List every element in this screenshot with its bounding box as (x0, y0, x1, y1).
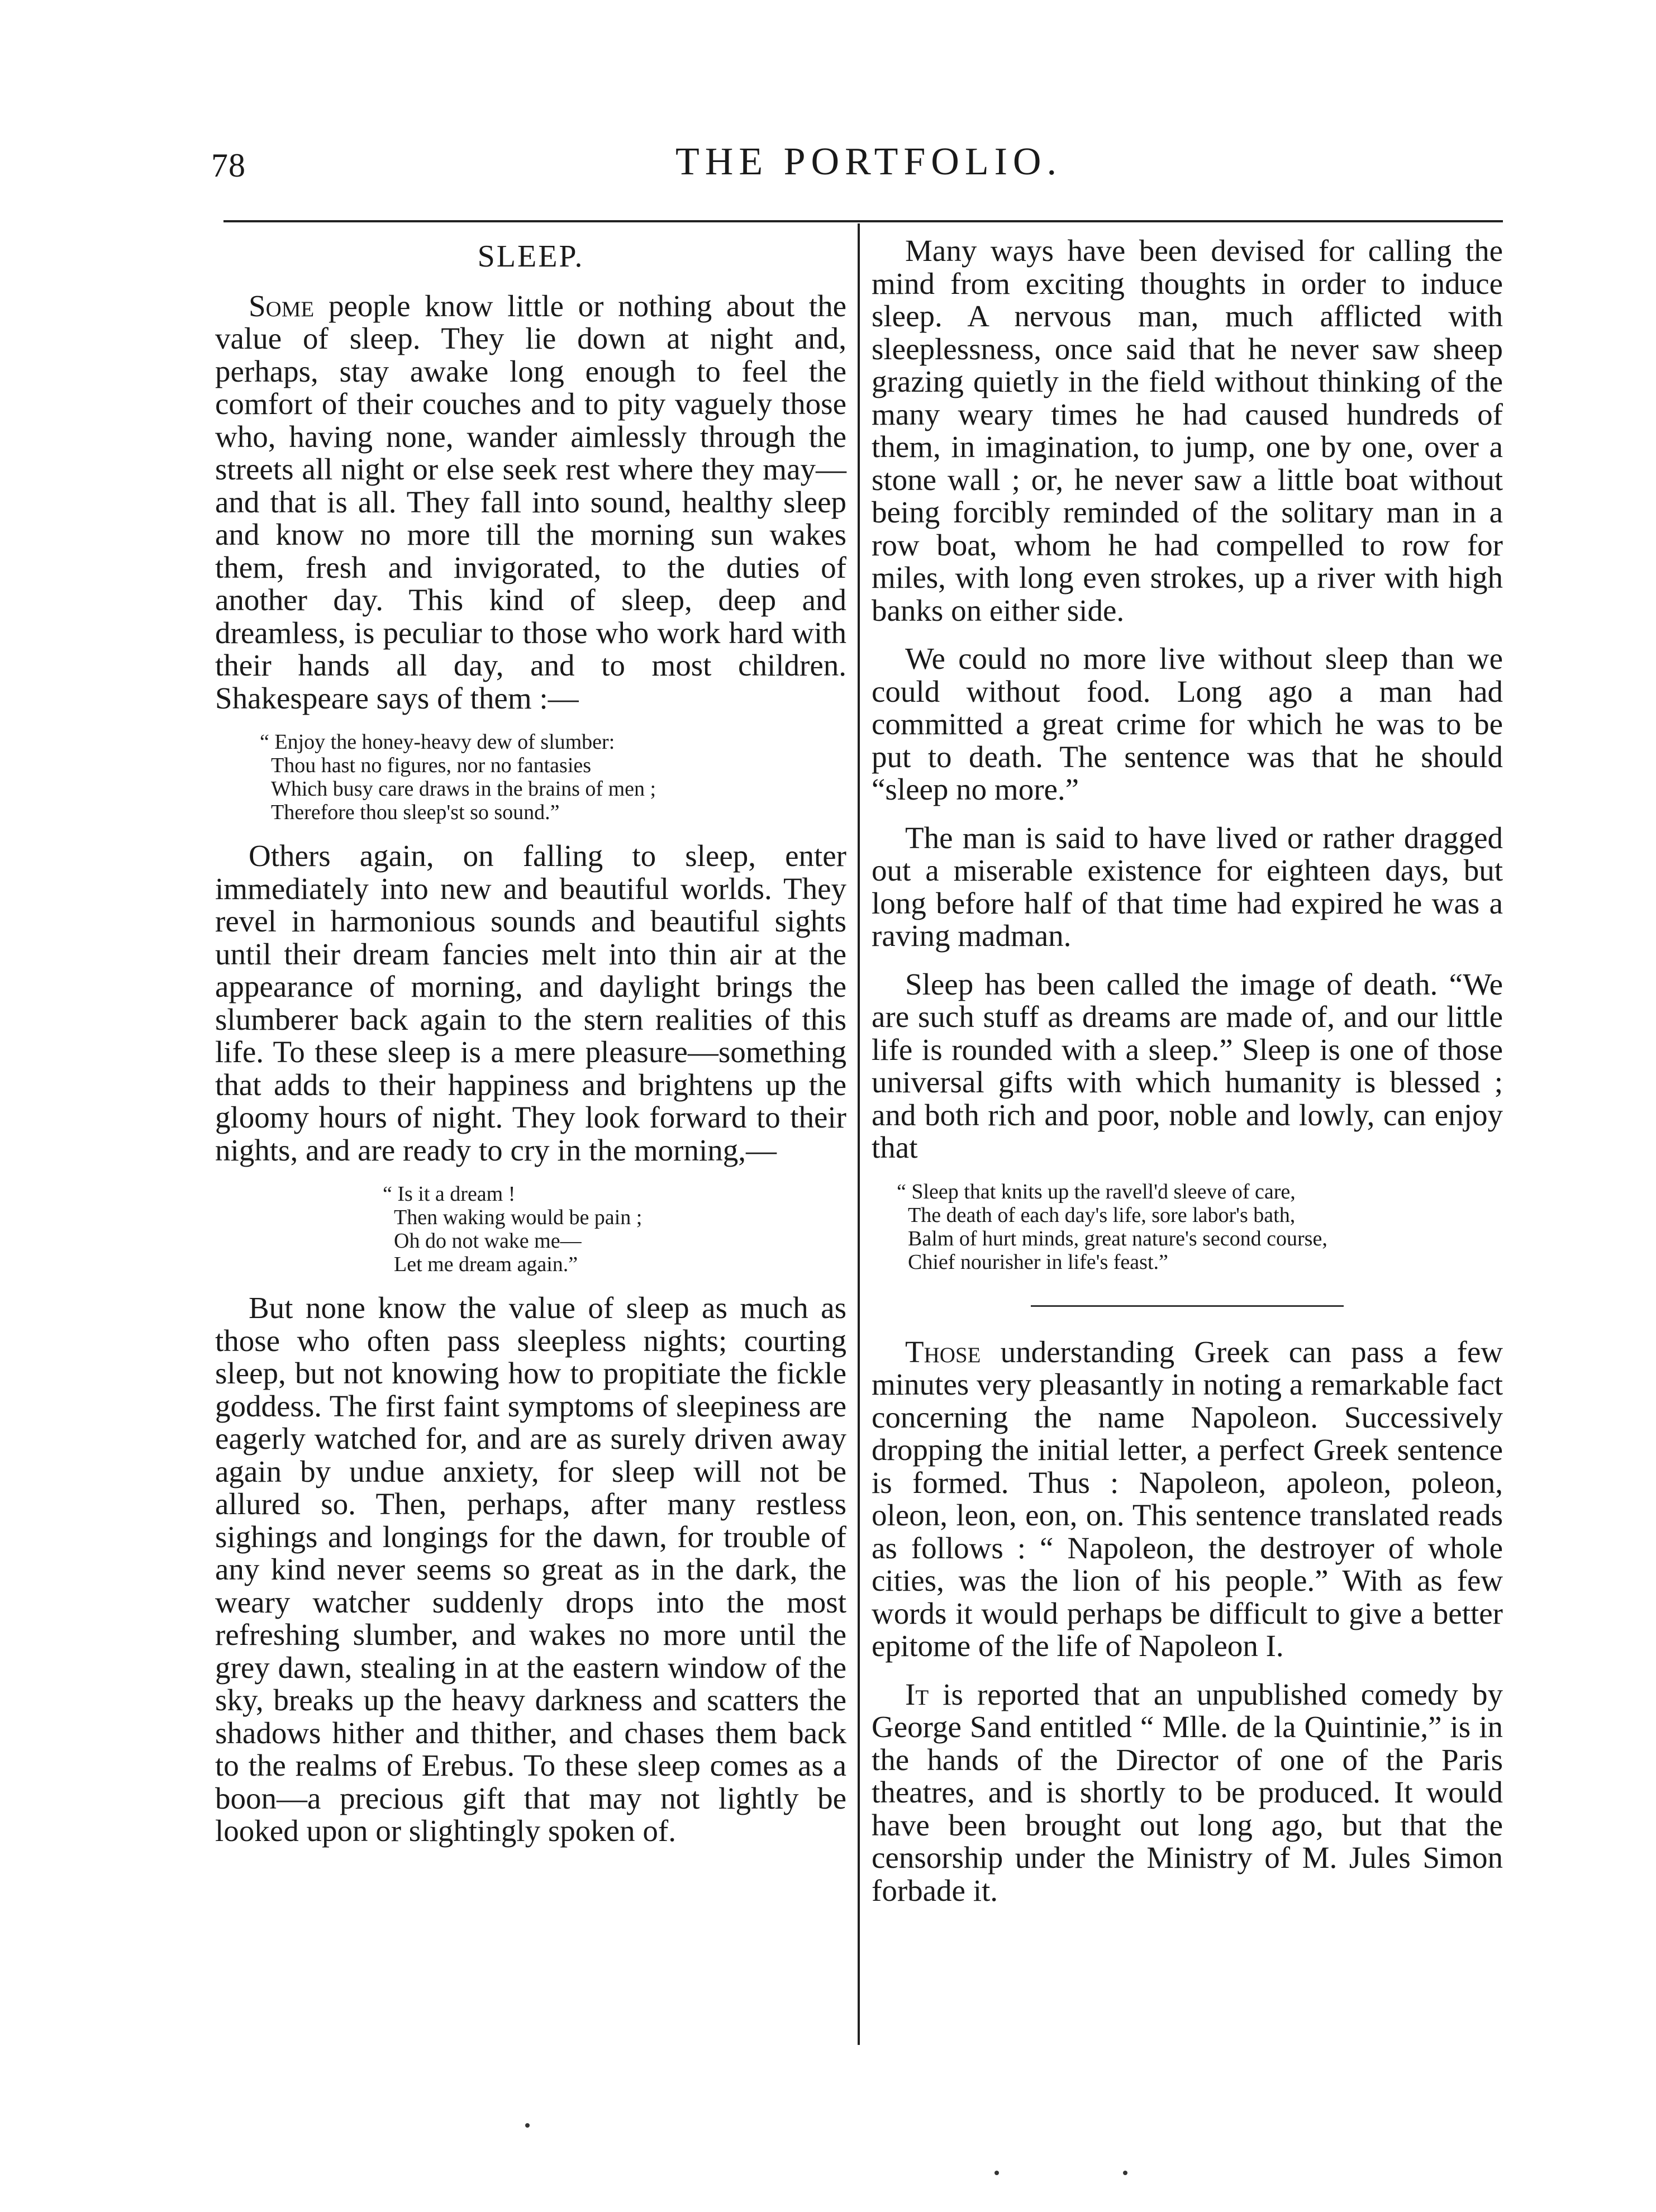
right-column (872, 235, 1503, 1907)
running-title: THE PORTFOLIO. (675, 140, 1062, 183)
paragraph: Many ways have been devised for calling the mind from exciting thoughts in order to induce sleep. A nervous man, much afflicted with sleeplessness, once said that he never saw sheep grazing quietly in the field without thinking of the many weary times he had caused hundreds of them, in imagination, to jump, one by one, over a stone wall ; or, he never saw a little boat without being forcibly reminded of the solitary man in a row boat, whom he had compelled to row for miles, with long even strokes, up a river with high banks on either side. (872, 234, 1503, 627)
poem-line: Therefore thou sleep'st so sound.” (271, 801, 560, 824)
paragraph: But none know the value of sleep as much as those who often pass sleepless nights; courting sleep, but not knowing how to propitiate the fickle goddess. The first faint symptoms of sleepiness are eagerly watched for, and are as surely driven away again by undue anxiety, for sleep will not be allured so. Then, perhaps, after many restless sighings and longings for the dawn, for trouble of any kind never seems so great as in the dark, the weary watcher suddenly drops into the most refreshing slumber, and wakes no more until the grey dawn, stealing in at the eastern window of the sky, breaks up the heavy darkness and scatters the shadows hither and thither, and chases them back to the realms of Erebus. To these sleep comes as a boon—a precious gift that may not lightly be looked upon or slightingly spoken of. (215, 1291, 846, 1848)
poem-line: Let me dream again.” (394, 1253, 578, 1276)
paragraph-text: people know little or nothing about the value of sleep. They lie down at night and, perhaps, stay awake long enough to feel the comfort of their couches and to pity vaguely those who, having none, wander aimlessly through the streets all night or else seek rest where they may—and that is all. They fall into sound, healthy sleep and know no more till the morning sun wakes them, fresh and invigorated, to the duties of another day. This kind of sleep, deep and dreamless, is peculiar to those who work hard with their hands all day, and to most children. Shakespeare says of them :— (215, 288, 846, 715)
macbeth-quote (872, 1180, 1503, 1274)
article-title: SLEEP. (477, 239, 584, 274)
paragraph: Sleep has been called the image of death. “We are such stuff as dreams are made of, and our little life is rounded with a sleep.” Sleep is one of those universal gifts with which humanity is blessed ; and both rich and poor, noble and lowly, can enjoy that (872, 967, 1503, 1164)
paragraph (215, 290, 846, 715)
poem-line: Thou hast no figures, nor no fantasies (271, 754, 592, 777)
drop-lead: Some (249, 288, 315, 323)
paragraph (872, 1336, 1503, 1663)
print-speck (994, 2171, 999, 2175)
poem-line: Which busy care draws in the brains of men ; (271, 777, 656, 801)
drop-lead: It (905, 1677, 929, 1711)
poem-line: Chief nourisher in life's feast.” (908, 1250, 1168, 1274)
poem-line: Oh do not wake me— (394, 1229, 582, 1253)
paragraph (872, 1678, 1503, 1907)
header-rule (223, 220, 1503, 222)
shakespeare-quote (215, 730, 846, 824)
dream-quote (237, 1182, 846, 1276)
section-divider (1031, 1305, 1344, 1307)
column-divider (858, 223, 860, 2045)
paragraph: The man is said to have lived or rather dragged out a miserable existence for eighteen days, but long before half of that time had expired he was a raving madman. (872, 820, 1503, 953)
paragraph: Others again, on falling to sleep, enter immediately into new and beautiful worlds. They revel in harmonious sounds and beautiful sights until their dream fancies melt into thin air at the appearance of morning, and daylight brings the slumberer back again to the stern realities of this life. To these sleep is a mere pleasure—something that adds to their happiness and brightens up the gloomy hours of night. They look forward to their nights, and are ready to cry in the morning,— (215, 839, 846, 1167)
drop-lead: Those (905, 1334, 981, 1369)
print-speck (525, 2123, 530, 2128)
poem-line: “ Sleep that knits up the ravell'd sleeve of care, (897, 1179, 1296, 1203)
poem-line: Then waking would be pain ; (394, 1206, 643, 1229)
print-speck (1123, 2171, 1127, 2175)
poem-line: “ Is it a dream ! (383, 1182, 516, 1206)
paragraph-text: is reported that an unpublished comedy by George Sand entitled “ Mlle. de la Quintinie,” is in the hands of the Director of one of the Paris theatres, and is shortly to be produced. It would have been brought out long ago, but that the censorship under the Ministry of M. Jules Simon forbade it. (872, 1677, 1503, 1907)
paragraph-text: understanding Greek can pass a few minutes very pleasantly in noting a remarkable fact concerning the name Napoleon. Successively dropping the initial letter, a perfect Greek sentence is formed. Thus : Napoleon, apoleon, poleon, oleon, leon, eon, on. This sentence translated reads as follows : “ Napoleon, the destroyer of whole cities, was the lion of his people.” With as few words it would perhaps be difficult to give a better epitome of the life of Napoleon I. (872, 1334, 1503, 1663)
left-column (215, 235, 846, 1848)
page-number: 78 (211, 147, 246, 184)
poem-line: The death of each day's life, sore labor's bath, (908, 1203, 1296, 1227)
poem-line: “ Enjoy the honey-heavy dew of slumber: (260, 730, 615, 754)
paragraph: We could no more live without sleep than we could without food. Long ago a man had committed a great crime for which he was to be put to death. The sentence was that he should “sleep no more.” (872, 641, 1503, 806)
poem-line: Balm of hurt minds, great nature's second course, (908, 1226, 1327, 1250)
